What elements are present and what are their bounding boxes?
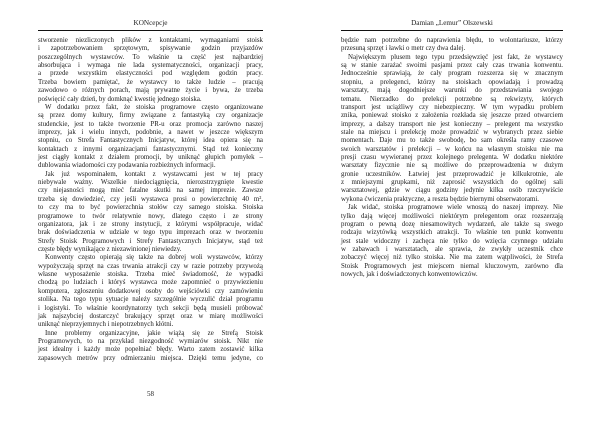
text-line: Jednocześnie sprawiają, że cały program rozszerza się w znacznym: [341, 70, 563, 78]
text-line: Konwenty często opierają się także na dobrej woli wystawców, którzy: [45, 254, 263, 262]
text-line: tylko dają więcej możliwości niektórym prelegentom oraz rozszerzają: [341, 212, 563, 220]
text-line: Programowych, to na przykład niezgodność wymiarów stoisk. Nikt nie: [38, 337, 263, 345]
text-line: Największym plusem tego typu przedsięwzięć jest fakt, że wystawcy: [348, 53, 563, 61]
text-line: warsztatowej, gdzie w ciągu godziny jedynie kilka osób rzeczywiście: [341, 187, 563, 195]
text-line: Jak widać, stoiska programowe wiele wnoszą do naszej imprezy. Nie: [348, 204, 563, 212]
text-line: warsztaty, mają dogodniejsze warunki do przedstawiania swojego: [341, 87, 563, 95]
text-line: brak doświadczenia w udziale w tego typu imprezach oraz w tworzeniu: [38, 229, 263, 237]
text-line: Trzeba bowiem pamiętać, że wystawcy to także ludzie – pracują: [38, 78, 263, 86]
text-line: są w stanie zarażać swoimi pasjami przez cały czas trwania konwentu.: [341, 62, 563, 70]
text-line: imprezy, jak i wielu innych, podobnie, a nawet w jeszcze większym: [38, 128, 263, 136]
text-line: stopniu, co Strefa Fantastycznych Inicjatyw, której idea opiera się na: [38, 137, 263, 145]
text-line: a przede wszystkim elastyczności pod względem godzin pracy.: [38, 70, 263, 78]
running-head-left: KONcepcje: [133, 19, 168, 27]
text-line: Jak już wspominałem, kontakt z wystawcami jest w tej pracy: [45, 170, 263, 178]
text-line: własne wyposażenie stoiska. Trzeba mieć świadomość, że wypadki: [38, 271, 263, 279]
text-line: momentach. Daje mu to także swobodę, bo sam określa ramy czasowe: [341, 137, 563, 145]
text-line: czy niejasności mogą mieć fatalne skutki na samej imprezie. Zawsze: [38, 187, 263, 195]
text-line: z mniejszymi grupkami, niż zaprosić wszystkich do ogólnej sali: [341, 179, 563, 187]
text-line: program o pewną dozę niesamowitych wydarzeń, ale także są swego: [341, 220, 563, 228]
text-line: stopniu, a prelegenci, którzy na stoiskach opowiadają i prowadzą: [341, 78, 563, 86]
text-line: gronie uczestników. Łatwiej jest przeprowadzić je kilkukrotnie, ale: [341, 170, 563, 178]
text-line: stale na miejscu i prelekcję może prowadzić w wybranych przez siebie: [341, 128, 563, 136]
text-line: stworzenie niezliczonych plików z kontaktami, wymaganiami stoisk: [38, 37, 263, 44]
header-rule-left: [38, 30, 263, 31]
text-line: są przez domy kultury, firmy związane z fantastyką czy organizacje: [38, 112, 263, 120]
text-line: trzeba się dowiedzieć, czy jeśli wystawca prosi o powierzchnię 40 m²,: [38, 195, 263, 203]
text-line: w zabawach i warsztatach, ale sprawia, że zwykły uczestnik chce: [341, 245, 563, 253]
text-line: zawodowo o różnych porach, mają prywatne życie i bywa, że trzeba: [38, 87, 263, 95]
text-line: presji czasu wywieranej przez kolejnego prelegenta. W dodatku niektóre: [341, 154, 563, 162]
right-page: [341, 0, 563, 423]
text-line: wykona ćwiczenia praktyczne, a reszta będzie biernymi obserwatorami.: [341, 195, 540, 203]
text-line: przesuną sprzęt i ławki o metr czy dwa dalej.: [341, 45, 466, 53]
text-line: organizatora, jak i ze strony instytucji, z którymi współpracuje, widać: [38, 220, 263, 228]
text-line: dublowania wiadomości czy podawania rozbieżnych informacji.: [38, 162, 216, 170]
text-line: poszczególnych wystawców. To właśnie ta część jest najbardziej: [38, 53, 263, 61]
text-line: stolika. Na tego typu sytuacje należy szczególnie wyczulić dział programu: [38, 296, 263, 304]
running-head-right: Damian „Lemur” Olszewski: [411, 19, 493, 27]
text-line: jest stale widoczny i zachęca nie tylko do wzięcia czynnego udziału: [341, 237, 563, 245]
header-rule-right: [341, 30, 563, 31]
text-line: tematu. Nierzadko do prelekcji potrzebne są rekwizyty, których: [341, 95, 563, 103]
text-line: i zapotrzebowaniem sprzętowym, spisywanie godzin przyjazdów: [38, 45, 263, 53]
text-line: chodzą po ludziach i któryś wystawca może zapomnieć o przywiezieniu: [38, 279, 263, 287]
text-line: absorbująca i wymaga nie lada systematyczności, organizacji pracy,: [38, 62, 263, 70]
text-line: Inne problemy organizacyjne, jakie wiążą się ze Strefą Stoisk: [45, 329, 263, 337]
text-line: imprezy, a dalszy transport nie jest konieczny – prelegent ma wszystko: [341, 120, 563, 128]
text-line: transport jest uciążliwy czy niebezpieczny. W tym wypadku problem: [341, 103, 563, 111]
text-line: warsztaty fizycznie nie są możliwe do przeprowadzenia w dużym: [341, 162, 563, 170]
text-line: jest idealny i każdy może popełniać błędy. Warto zatem zostawić kilka: [38, 346, 263, 354]
text-line: poświęcić cały dzień, by domknąć kwestię jednego stoiska.: [38, 95, 202, 103]
text-line: to czy ma to być powierzchnia stołów czy samego stoiska. Stoiska: [38, 204, 263, 212]
text-line: Strefy Stoisk Programowych i Strefy Fantastycznych Inicjatyw, stąd też: [38, 237, 263, 245]
left-page-body: [38, 37, 263, 363]
text-line: swoich warsztatów i prelekcji – w końcu na własnym stoisku nie ma: [341, 145, 563, 153]
text-line: jest ciągły kontakt z działem promocji, by uniknąć głupich pomyłek –: [38, 154, 263, 162]
text-line: częste błędy wynikające z niezawinionej niewiedzy.: [38, 245, 182, 253]
text-line: Stoisk Programowych jest miejscem niemal kluczowym, zarówno dla: [341, 262, 563, 270]
text-line: programowe to twór relatywnie nowy, dlatego często i ze strony: [38, 212, 263, 220]
text-line: wypożyczają sprzęt na czas trwania atrakcji czy w razie potrzeby przywożą: [38, 262, 263, 270]
text-line: W dodatku przez fakt, że stoiska programowe często organizowane: [45, 103, 263, 111]
text-line: zapasowych metrów przy odmierzaniu miejsca. Dzięki temu jedyne, co: [38, 354, 263, 362]
left-page: [38, 0, 263, 423]
right-page-body: [341, 37, 563, 279]
text-line: uniknąć nieprzyjemnych i niepotrzebnych kłótni.: [38, 321, 174, 329]
text-line: jak najszybciej dostarczyć brakujący sprzęt oraz w miarę możliwości: [38, 312, 263, 320]
text-line: studenckie, jest to także tworzenie PR-u oraz promocja zarówno naszej: [38, 120, 263, 128]
text-line: zobaczyć więcej niż tylko stoiska. Nie ma zatem wątpliwości, że Strefa: [341, 254, 563, 262]
text-line: nowych, jak i doświadczonych konwentowiczów.: [341, 271, 478, 279]
page-number: 58: [147, 390, 154, 398]
text-line: i logistyki. To właśnie koordynatorzy tych sekcji będą musieli próbować: [38, 304, 263, 312]
text-line: znika, ponieważ stoisko z założenia rozkłada się jeszcze przed otwarciem: [341, 112, 563, 120]
text-line: rodzaju wizytówką wszystkich atrakcji. To właśnie ten punkt konwentu: [341, 229, 563, 237]
text-line: komputera, zgłoszeniu dodatkowej osoby do wejściówki czy zamówieniu: [38, 287, 263, 295]
text-line: będzie nam potrzebne do naprawienia błędu, to wolontariusze, którzy: [341, 37, 563, 44]
text-line: niebywale ważny. Wszelkie niedociągnięcia, nierozstrzygnięte kwestie: [38, 179, 263, 187]
text-line: kontaktach z innymi organizacjami fantastycznymi. Stąd też konieczny: [38, 145, 263, 153]
